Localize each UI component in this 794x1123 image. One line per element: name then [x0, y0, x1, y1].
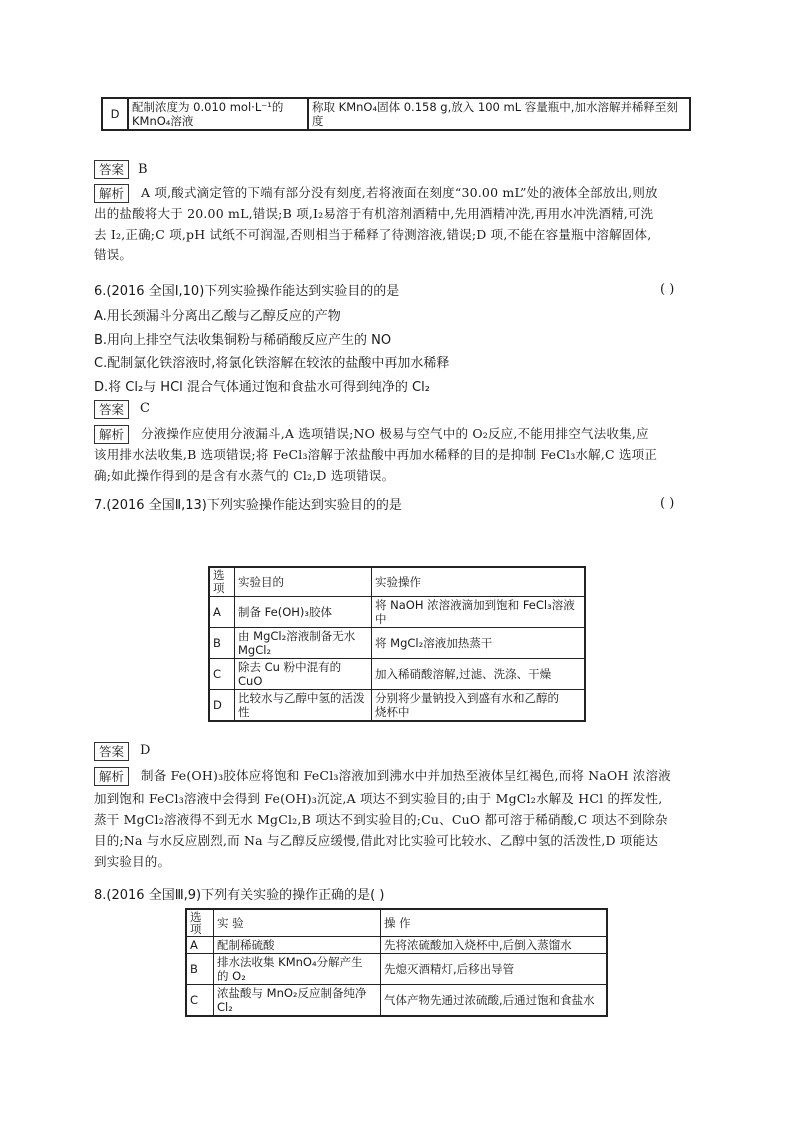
- operation-cell: 加入稀硝酸溶解,过滤、洗涤、干燥: [372, 659, 586, 690]
- option-c: C.配制氯化铁溶液时,将氯化铁溶解在较浓的盐酸中再加水稀释: [94, 356, 450, 371]
- cell-line: 的 O₂: [217, 969, 246, 983]
- option-letter: D: [209, 690, 235, 722]
- analysis-line: 去 I₂,正确;C 项,pH 试纸不可润湿,否则相当于稀释了待测溶液,错误;D 项,不能在容量瓶中溶解固体,: [94, 226, 652, 242]
- header-experiment: 实 验: [214, 909, 381, 937]
- answer-bracket: ( ): [660, 496, 675, 511]
- option-letter: A: [209, 597, 235, 628]
- cell-line: 烧杯中: [375, 705, 410, 719]
- analysis-text: [141, 766, 671, 787]
- analysis-line: 确;如此操作得到的是含有水蒸气的 Cl₂,D 选项错误。: [94, 467, 395, 483]
- option-d: D.将 Cl₂与 HCl 混合气体通过饱和食盐水可得到纯净的 Cl₂: [94, 379, 430, 395]
- table-header-row: [186, 909, 607, 937]
- analysis-line: 加到饱和 FeCl₃溶液中会得到 Fe(OH)₃沉淀,A 项达不到实验目的;由于 MgCl₂水解及 HCl 的挥发性,: [94, 791, 663, 806]
- header-operation: 操 作: [381, 909, 608, 937]
- operation-cell: 先熄灭酒精灯,后移出导管: [381, 954, 608, 985]
- answer-tag: 答案: [94, 742, 129, 761]
- option-letter: C: [209, 659, 235, 690]
- option-letter: A: [186, 937, 214, 954]
- cell-line: 浓盐酸与 MnO₂反应制备纯净: [217, 986, 367, 1000]
- analysis-line: 出的盐酸将大于 20.00 mL,错误;B 项,I₂易溶于有机溶剂酒精中,先用酒精冲洗,再用水冲洗酒精,可洗: [94, 206, 654, 221]
- analysis-line: 蒸干 MgCl₂溶液得不到无水 MgCl₂,B 项达不到实验目的;Cu、CuO 都可溶于稀硝酸,C 项达不到除杂: [94, 812, 668, 827]
- option-letter: C: [186, 985, 214, 1017]
- cell-line: 由 MgCl₂溶液制备无水: [238, 629, 356, 643]
- q8-table: [185, 908, 608, 1017]
- cell-line: 配制浓度为 0.010 mol·L⁻¹的: [132, 100, 284, 114]
- analysis-line: 到实验目的。: [94, 854, 171, 869]
- answer-value: C: [140, 401, 150, 416]
- analysis-text-cont: [94, 445, 657, 486]
- analysis-line: 该用排水法收集,B 选项错误;将 FeCl₃溶解于浓盐酸中再加水稀释的目的是抑制 FeCl₃水解,C 选项正: [94, 447, 658, 462]
- question-stem: 6.(2016 全国Ⅰ,10)下列实验操作能达到实验目的的是: [94, 284, 400, 299]
- table-row: [102, 98, 690, 130]
- analysis-text-cont: [94, 788, 668, 872]
- analysis-line: 分液操作应使用分液漏斗,A 选项错误;NO 极易与空气中的 O₂反应,不能用排空气法收集,应: [141, 426, 649, 441]
- answer-value: D: [140, 743, 151, 758]
- cell-line: KMnO₄溶液: [132, 114, 194, 128]
- cell-line: MgCl₂: [238, 643, 272, 657]
- cell-line: 度: [312, 114, 324, 128]
- operation-cell: [372, 690, 586, 722]
- analysis-text: [141, 183, 658, 204]
- answer-tag: 答案: [94, 160, 129, 179]
- analysis-line: 制备 Fe(OH)₃胶体应将饱和 FeCl₃溶液加到沸水中并加热至液体呈红褐色,而将 NaOH 浓溶液: [141, 768, 671, 783]
- analysis-tag: 解析: [94, 425, 129, 444]
- goal-cell: 制备 Fe(OH)₃胶体: [235, 597, 372, 628]
- cell-line: 比较水与乙醇中氢的活泼: [238, 691, 365, 705]
- analysis-line: A 项,酸式滴定管的下端有部分没有刻度,若将液面在刻度“30.00 mL”处的液体全部放出,则放: [141, 185, 658, 200]
- option-letter: B: [186, 954, 214, 985]
- operation-cell: 气体产物先通过浓硫酸,后通过饱和食盐水: [381, 985, 608, 1017]
- experiment-cell: 配制稀硫酸: [214, 937, 381, 954]
- table-header-row: [209, 567, 585, 597]
- table-row: [209, 690, 585, 722]
- question-options: [94, 305, 449, 399]
- q7-table: [208, 566, 586, 722]
- analysis-line: 目的;Na 与水反应剧烈,而 Na 与乙醇反应缓慢,借此对比实验可比较水、乙醇中氢的活泼性,D 项能达: [94, 833, 659, 848]
- analysis-text-cont: [94, 204, 653, 266]
- header-option: 选项: [209, 567, 235, 597]
- option-letter: D: [102, 98, 128, 130]
- table-row: [186, 937, 607, 954]
- goal-cell: [235, 628, 372, 659]
- operation-cell: 先将浓硫酸加入烧杯中,后倒入蒸馏水: [381, 937, 608, 954]
- cell-line: 中: [375, 612, 387, 626]
- cell-line: 称取 KMnO₄固体 0.158 g,放入 100 mL 容量瓶中,加水溶解并稀释至刻: [312, 100, 678, 114]
- table-row: [186, 954, 607, 985]
- cell-line: Cl₂: [217, 1000, 233, 1014]
- goal-cell: [235, 690, 372, 722]
- top-option-table: [101, 97, 691, 131]
- answer-tag: 答案: [94, 400, 129, 419]
- operation-cell: 将 MgCl₂溶液加热蒸干: [372, 628, 586, 659]
- experiment-goal-cell: [128, 98, 308, 130]
- table-row: [209, 628, 585, 659]
- table-row: [209, 597, 585, 628]
- goal-cell: 除去 Cu 粉中混有的 CuO: [235, 659, 372, 690]
- option-a: A.用长颈漏斗分离出乙酸与乙醇反应的产物: [94, 309, 341, 324]
- experiment-cell: [214, 985, 381, 1017]
- answer-bracket: ( ): [660, 282, 675, 297]
- analysis-line: 错误。: [94, 247, 133, 262]
- header-goal: 实验目的: [235, 567, 372, 597]
- operation-cell: [372, 597, 586, 628]
- cell-line: 分别将少量钠投入到盛有水和乙醇的: [375, 691, 559, 705]
- analysis-tag: 解析: [94, 767, 129, 786]
- answer-value: B: [138, 162, 148, 177]
- header-option: 选项: [186, 909, 214, 937]
- cell-line: 排水法收集 KMnO₄分解产生: [217, 955, 363, 969]
- analysis-tag: 解析: [94, 184, 129, 203]
- option-letter: B: [209, 628, 235, 659]
- header-operation: 实验操作: [372, 567, 586, 597]
- question-stem: 8.(2016 全国Ⅲ,9)下列有关实验的操作正确的是( ): [94, 888, 385, 903]
- option-b: B.用向上排空气法收集铜粉与稀硝酸反应产生的 NO: [94, 332, 392, 348]
- analysis-text: [141, 424, 649, 445]
- table-row: [209, 659, 585, 690]
- question-stem: 7.(2016 全国Ⅱ,13)下列实验操作能达到实验目的的是: [94, 498, 402, 513]
- table-row: [186, 985, 607, 1017]
- cell-line: 将 NaOH 浓溶液滴加到饱和 FeCl₃溶液: [375, 598, 575, 612]
- cell-line: 性: [238, 705, 250, 719]
- experiment-cell: [214, 954, 381, 985]
- experiment-operation-cell: [308, 98, 690, 130]
